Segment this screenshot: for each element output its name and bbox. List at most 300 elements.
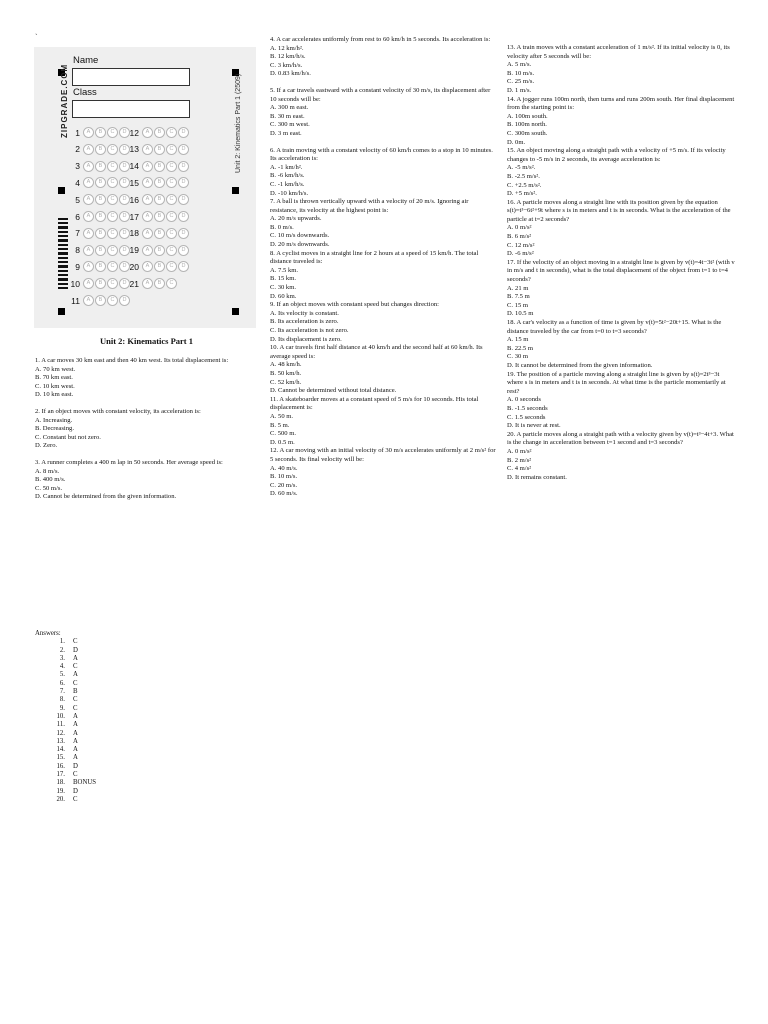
bubble-row <box>126 277 178 290</box>
question-block <box>270 396 496 448</box>
bubble-row <box>67 210 131 223</box>
question-number: 13 <box>129 144 139 155</box>
question-stem: 19. The position of a particle moving along a straight line is given by s(t)=2t³−3t where s is in meters and t is in seconds. At what time is the particle momentarily at rest? <box>507 370 726 395</box>
question-column-3 <box>507 44 735 482</box>
answer-key-number: 20. <box>56 795 65 803</box>
answer-bubble[interactable]: A <box>83 261 94 272</box>
answer-option: C. 50 m/s. <box>35 484 63 492</box>
answer-option: C. 10 m/s downwards. <box>270 232 330 240</box>
answer-bubble[interactable]: C <box>166 245 177 256</box>
answer-bubble[interactable]: C <box>107 127 118 138</box>
answer-bubble[interactable]: B <box>154 211 165 222</box>
answer-option: D. 3 m east. <box>270 129 302 137</box>
answer-bubble[interactable]: C <box>107 161 118 172</box>
bubble-row <box>126 160 190 173</box>
answer-bubble[interactable]: C <box>166 261 177 272</box>
answer-key <box>35 630 96 804</box>
answer-option: A. 0 seconds <box>507 396 541 404</box>
answer-bubble[interactable]: A <box>83 295 94 306</box>
answer-bubble[interactable]: A <box>83 278 94 289</box>
answer-option: D. 20 m/s downwards. <box>270 241 330 249</box>
answer-option: C. Constant but not zero. <box>35 433 101 441</box>
answer-bubble[interactable]: C <box>166 228 177 239</box>
answer-option: C. 3 km/h/s. <box>270 61 303 69</box>
answer-option: A. 300 m east. <box>270 104 309 112</box>
answer-bubble[interactable]: D <box>119 194 130 205</box>
name-field[interactable] <box>72 68 190 86</box>
answer-option: A. 70 km west. <box>35 365 76 373</box>
answer-bubble[interactable]: C <box>166 161 177 172</box>
answer-key-value: A <box>73 721 78 729</box>
answer-option: D. 1 m/s. <box>507 86 532 94</box>
answer-key-row <box>35 771 96 779</box>
bubble-row <box>67 244 131 257</box>
question-stem: 13. A train moves with a constant acceleration of 1 m/s². If its initial velocity is 0, its velocity after 5 seconds will be: <box>507 44 730 60</box>
question-block <box>270 447 496 499</box>
bubble-row <box>126 126 190 139</box>
answer-bubble[interactable]: D <box>119 211 130 222</box>
answer-bubble[interactable]: C <box>107 194 118 205</box>
registration-mark <box>58 187 65 194</box>
answer-option: D. -10 km/h/s. <box>270 189 309 197</box>
answer-bubble[interactable]: B <box>95 194 106 205</box>
answer-key-row <box>35 754 96 762</box>
answer-key-number: 10. <box>56 712 65 720</box>
answer-option: C. 300 m west. <box>270 121 310 129</box>
answer-option: A. Increasing. <box>35 416 73 424</box>
answer-key-value: C <box>73 771 78 779</box>
bubble-row <box>67 143 131 156</box>
answer-option: A. 50 m. <box>270 412 294 420</box>
question-number: 19 <box>129 245 139 256</box>
question-stem: 10. A car travels first half distance at 40 km/h and the second half at 60 km/h. Its average speed is: <box>270 344 483 360</box>
bubble-row <box>126 193 190 206</box>
answer-key-number: 4. <box>59 663 65 671</box>
answer-bubble[interactable]: B <box>95 228 106 239</box>
answer-bubble[interactable]: B <box>95 278 106 289</box>
question-column-1 <box>35 357 263 510</box>
answer-bubble[interactable]: C <box>166 144 177 155</box>
answer-option: A. -5 m/s². <box>507 164 536 172</box>
answer-key-number: 15. <box>56 754 65 762</box>
question-stem: 8. A cyclist moves in a straight line for 2 hours at a speed of 15 km/h. The total distance traveled is: <box>270 249 479 266</box>
answer-key-number: 14. <box>56 746 65 754</box>
answer-key-value: A <box>73 654 78 662</box>
answer-key-value: D <box>73 787 78 795</box>
answer-bubble[interactable]: A <box>83 177 94 188</box>
answer-key-number: 3. <box>59 654 65 662</box>
answer-key-value: B <box>73 688 78 696</box>
answer-option: C. 300m south. <box>507 129 548 137</box>
answer-option: D. 10 km east. <box>35 391 74 399</box>
answer-option: A. -1 km/h². <box>270 163 303 171</box>
answer-bubble[interactable]: D <box>178 127 189 138</box>
answer-option: A. 0 m/s² <box>507 224 532 232</box>
answer-bubble[interactable]: A <box>142 177 153 188</box>
answer-option: D. -6 m/s² <box>507 250 534 258</box>
answer-key-row <box>35 796 96 804</box>
answer-option: C. 20 m/s. <box>270 481 298 489</box>
answer-bubble[interactable]: D <box>119 245 130 256</box>
answer-option: D. 0.83 km/h/s. <box>270 70 311 78</box>
question-block <box>507 44 735 96</box>
page-title: Unit 2: Kinematics Part 1 <box>100 336 194 346</box>
answer-bubble[interactable]: C <box>166 194 177 205</box>
question-block <box>35 408 263 451</box>
answer-key-number: 13. <box>56 737 65 745</box>
question-stem: 9. If an object moves with constant speed but changes direction: <box>270 301 440 309</box>
answer-bubble[interactable]: D <box>178 161 189 172</box>
question-number: 20 <box>129 261 139 272</box>
question-block <box>507 319 735 371</box>
answer-option: A. 0 m/s² <box>507 447 532 455</box>
answer-bubble[interactable]: B <box>95 161 106 172</box>
answer-key-number: 5. <box>59 671 65 679</box>
answer-option: B. 100m north. <box>507 121 547 129</box>
answer-bubble[interactable]: B <box>95 261 106 272</box>
answer-bubble[interactable]: B <box>154 194 165 205</box>
answer-key-number: 9. <box>59 704 65 712</box>
answer-option: A. 20 m/s upwards. <box>270 215 322 223</box>
bubble-row <box>67 193 131 206</box>
answer-bubble[interactable]: A <box>142 161 153 172</box>
answer-bubble[interactable]: D <box>178 144 189 155</box>
bubble-row <box>67 160 131 173</box>
answer-option: A. 12 km/h². <box>270 44 304 52</box>
answer-option: A. 5 m/s. <box>507 61 532 69</box>
answer-option: C. 30 km. <box>270 284 297 292</box>
answer-option: A. 100m south. <box>507 112 548 120</box>
question-number: 18 <box>129 228 139 239</box>
bubble-row <box>67 277 131 290</box>
answer-bubble[interactable]: B <box>95 177 106 188</box>
answer-bubble[interactable]: B <box>154 261 165 272</box>
answer-option: D. It cannot be determined from the given information. <box>507 361 653 369</box>
answer-bubble[interactable]: B <box>154 144 165 155</box>
answer-bubble[interactable]: D <box>178 261 189 272</box>
question-stem: 3. A runner completes a 400 m lap in 50 seconds. Her average speed is: <box>35 458 223 466</box>
answer-key-row <box>35 638 96 646</box>
question-number: 9 <box>75 261 80 272</box>
answer-bubble[interactable]: D <box>119 161 130 172</box>
question-block <box>270 36 496 79</box>
question-number: 21 <box>129 278 139 289</box>
answer-bubble[interactable]: C <box>107 144 118 155</box>
answer-option: B. 70 km east. <box>35 374 73 382</box>
answer-key-value: C <box>73 663 78 671</box>
bubble-row <box>126 227 190 240</box>
answer-option: B. 0 m/s. <box>270 223 294 231</box>
question-number: 10 <box>70 278 80 289</box>
answer-bubble[interactable]: A <box>142 127 153 138</box>
question-block <box>270 301 496 344</box>
bubble-row <box>126 176 190 189</box>
answer-key-row <box>35 763 96 771</box>
answer-bubble[interactable]: A <box>142 211 153 222</box>
answer-option: B. 400 m/s. <box>35 476 66 484</box>
answer-bubble[interactable]: A <box>83 161 94 172</box>
question-block <box>507 96 735 148</box>
answer-bubble[interactable]: B <box>95 295 106 306</box>
answer-bubble[interactable]: B <box>95 245 106 256</box>
answer-bubble[interactable]: A <box>142 278 153 289</box>
question-number: 14 <box>129 161 139 172</box>
question-block <box>270 147 496 199</box>
answer-key-value: C <box>73 795 78 803</box>
sheet-vertical-title: Unit 2: Kinematics Part 1 (2509) <box>235 73 242 173</box>
answer-option: A. 8 m/s. <box>35 467 60 475</box>
answer-key-row <box>35 705 96 713</box>
zipgrade-logo: ZIPGRADE.COM <box>60 63 69 138</box>
answer-key-row <box>35 779 96 787</box>
answer-bubble[interactable]: C <box>107 177 118 188</box>
question-stem: 17. If the velocity of an object moving in a straight line is given by v(t)=4t−3t² (with v in m/s and t in seconds), what is the total displacement of the object from t=1 to t=4 seconds? <box>507 258 735 284</box>
answer-key-number: 12. <box>56 729 65 737</box>
answer-bubble[interactable]: D <box>119 295 130 306</box>
answer-bubble[interactable]: D <box>119 228 130 239</box>
answer-option: D. 0m. <box>507 138 526 146</box>
answer-bubble[interactable]: C <box>107 261 118 272</box>
answer-key-row <box>35 663 96 671</box>
answer-bubble[interactable]: D <box>178 245 189 256</box>
answer-bubble[interactable]: D <box>178 211 189 222</box>
class-field[interactable] <box>72 100 190 118</box>
answer-bubble[interactable]: B <box>95 211 106 222</box>
question-number: 1 <box>75 127 80 138</box>
answer-option: C. 52 km/h. <box>270 378 302 386</box>
question-block <box>270 87 496 139</box>
answer-key-value: A <box>73 746 78 754</box>
answer-option: D. Its displacement is zero. <box>270 335 342 343</box>
answer-bubble[interactable]: C <box>107 211 118 222</box>
answer-option: A. 7.5 km. <box>270 266 299 274</box>
answer-bubble[interactable]: B <box>154 127 165 138</box>
answer-key-number: 17. <box>56 771 65 779</box>
answer-bubble[interactable]: B <box>154 278 165 289</box>
answer-option: A. Its velocity is constant. <box>270 309 339 317</box>
question-block <box>35 357 263 400</box>
answer-option: C. +2.5 m/s². <box>507 181 542 189</box>
answer-key-number: 18. <box>56 779 65 787</box>
answer-bubble[interactable]: A <box>142 194 153 205</box>
bubble-row <box>126 244 190 257</box>
answer-bubble[interactable]: C <box>166 127 177 138</box>
answer-option: B. 7.5 m <box>507 293 530 301</box>
answer-option: B. Decreasing. <box>35 425 74 433</box>
answer-option: C. 500 m. <box>270 430 297 438</box>
answer-key-row <box>35 655 96 663</box>
answer-key-number: 1. <box>59 638 65 646</box>
question-stem: 15. An object moving along a straight path with a velocity of +5 m/s. If its velocity changes to -5 m/s in 2 seconds, its average acceleration is: <box>507 147 726 163</box>
question-column-2 <box>270 36 496 499</box>
answer-option: D. 0.5 m. <box>270 438 295 446</box>
question-number: 4 <box>75 177 80 188</box>
answer-key-row <box>35 688 96 696</box>
question-block <box>507 259 735 319</box>
answer-option: D. Cannot be determined without total distance. <box>270 387 397 395</box>
question-stem: 4. A car accelerates uniformly from rest to 60 km/h in 5 seconds. Its acceleration is: <box>270 36 491 43</box>
question-block <box>507 147 735 199</box>
answer-option: B. 30 m east. <box>270 112 305 120</box>
bubble-row <box>126 260 190 273</box>
answer-bubble[interactable]: B <box>95 144 106 155</box>
answer-option: C. Its acceleration is not zero. <box>270 327 349 334</box>
answer-option: D. It remains constant. <box>507 473 567 481</box>
answer-bubble[interactable]: C <box>107 278 118 289</box>
stray-mark: ` <box>35 33 38 42</box>
question-stem: 14. A jogger runs 100m north, then turns and runs 200m south. Her final displacement from the starting point is: <box>507 95 735 112</box>
question-stem: 11. A skateboarder moves at a constant speed of 5 m/s for 10 seconds. His total displacement is: <box>270 395 479 412</box>
answer-bubble[interactable]: C <box>166 177 177 188</box>
answer-bubble[interactable]: A <box>83 127 94 138</box>
answer-bubble[interactable]: D <box>119 144 130 155</box>
answer-key-row <box>35 696 96 704</box>
answer-bubble[interactable]: D <box>178 228 189 239</box>
answer-bubble[interactable]: B <box>154 228 165 239</box>
answer-option: C. -1 km/h/s. <box>270 180 305 188</box>
question-number: 7 <box>75 228 80 239</box>
answer-bubble[interactable]: A <box>142 228 153 239</box>
registration-mark <box>58 308 65 315</box>
answer-key-number: 16. <box>56 762 65 770</box>
answer-option: C. 10 km west. <box>35 382 75 390</box>
answer-bubble[interactable]: C <box>107 228 118 239</box>
answer-bubble[interactable]: D <box>178 194 189 205</box>
answer-bubble[interactable]: A <box>83 144 94 155</box>
question-block <box>270 198 496 250</box>
answer-key-row <box>35 721 96 729</box>
answer-key-number: 2. <box>59 646 65 654</box>
answer-option: D. 10.5 m <box>507 310 534 318</box>
class-label: Class <box>73 87 97 98</box>
answer-option: D. Zero. <box>35 442 58 450</box>
answer-option: B. 5 m. <box>270 421 290 429</box>
answer-key-row <box>35 647 96 655</box>
bubble-row <box>126 210 190 223</box>
bubble-row <box>67 126 131 139</box>
question-stem: 1. A car moves 30 km east and then 40 km west. Its total displacement is: <box>35 357 229 364</box>
answer-key-row <box>35 680 96 688</box>
answer-key-value: C <box>73 696 78 704</box>
answer-bubble[interactable]: B <box>154 177 165 188</box>
answer-option: B. 50 km/h. <box>270 369 302 377</box>
question-stem: 20. A particle moves along a straight path with a velocity given by v(t)=t³−4t+3. What is the change in acceleration between t=1 second and t=3 seconds? <box>507 430 734 447</box>
answer-key-value: A <box>73 754 78 762</box>
answer-key-value: C <box>73 679 78 687</box>
answer-option: B. Its acceleration is zero. <box>270 318 339 326</box>
answer-option: A. 15 m <box>507 336 529 344</box>
question-block <box>35 459 263 502</box>
question-block <box>270 344 496 396</box>
answer-key-row <box>35 713 96 721</box>
answer-option: B. 6 m/s² <box>507 233 532 241</box>
answer-option: A. 40 m/s. <box>270 464 298 472</box>
registration-mark <box>232 187 239 194</box>
question-stem: 2. If an object moves with constant velocity, its acceleration is: <box>35 407 201 415</box>
answer-option: D. 60 km. <box>270 292 297 300</box>
question-number: 3 <box>75 161 80 172</box>
answer-bubble[interactable]: D <box>119 261 130 272</box>
question-number: 12 <box>129 127 139 138</box>
answer-key-row <box>35 730 96 738</box>
question-number: 5 <box>75 194 80 205</box>
answer-bubble[interactable]: C <box>107 295 118 306</box>
answer-bubble[interactable]: D <box>119 278 130 289</box>
answer-option: C. 30 m <box>507 353 529 361</box>
question-stem: 5. If a car travels eastward with a constant velocity of 30 m/s, its displacement after 10 seconds will be: <box>270 86 491 103</box>
answer-option: C. 12 m/s² <box>507 241 535 249</box>
answer-bubble[interactable]: B <box>154 161 165 172</box>
answer-option: B. 2 m/s² <box>507 456 532 464</box>
answer-bubble[interactable]: C <box>107 245 118 256</box>
bubble-row <box>67 176 131 189</box>
answer-key-number: 11. <box>56 721 65 729</box>
answer-option: C. 4 m/s² <box>507 465 532 473</box>
answer-key-row <box>35 738 96 746</box>
answer-option: A. 21 m <box>507 284 529 292</box>
question-stem: 16. A particle moves along a straight line with its position given by the equation s(t)=t³−6t²+9t where s is in meters and t is in seconds. What is the acceleration of the particle at t=2 seconds? <box>507 198 731 223</box>
answer-option: B. 10 m/s. <box>270 473 298 481</box>
answer-key-value: D <box>73 762 78 770</box>
answer-bubble[interactable]: A <box>83 194 94 205</box>
answer-bubble[interactable]: B <box>95 127 106 138</box>
answer-key-row <box>35 788 96 796</box>
answer-option: C. 25 m/s. <box>507 78 535 86</box>
answer-key-value: C <box>73 638 78 646</box>
answer-option: C. 1.5 seconds <box>507 413 546 421</box>
answer-bubble[interactable]: D <box>178 177 189 188</box>
answer-option: A. 48 km/h. <box>270 361 302 369</box>
answer-key-value: A <box>73 712 78 720</box>
bubble-row <box>126 143 190 156</box>
answer-option: B. 15 km. <box>270 275 297 283</box>
question-number: 8 <box>75 245 80 256</box>
answer-key-number: 7. <box>59 688 65 696</box>
bubble-row <box>67 260 131 273</box>
question-stem: 6. A train moving with a constant velocity of 60 km/h comes to a stop in 10 minutes. Its acceleration is: <box>270 146 493 163</box>
question-block <box>507 431 735 483</box>
answer-option: B. 12 km/h/s. <box>270 53 306 61</box>
question-block <box>507 199 735 259</box>
answer-bubble[interactable]: C <box>166 278 177 289</box>
answer-bubble[interactable]: A <box>83 245 94 256</box>
question-stem: 12. A car moving with an initial velocity of 30 m/s accelerates uniformly at 2 m/s² for 5 seconds. Its final velocity will be: <box>270 447 496 463</box>
answer-key-value: D <box>73 646 78 654</box>
question-number: 11 <box>71 295 80 306</box>
question-number: 2 <box>75 144 80 155</box>
question-number: 16 <box>129 194 139 205</box>
answer-bubble[interactable]: A <box>142 245 153 256</box>
question-number: 6 <box>75 211 80 222</box>
answer-bubble[interactable]: A <box>142 261 153 272</box>
answer-key-row <box>35 671 96 679</box>
answer-bubble[interactable]: D <box>119 127 130 138</box>
bubble-row <box>67 294 131 307</box>
answer-bubble[interactable]: A <box>83 228 94 239</box>
answer-key-number: 19. <box>56 787 65 795</box>
answer-option: D. 60 m/s. <box>270 490 298 498</box>
answer-bubble[interactable]: B <box>154 245 165 256</box>
answer-bubble[interactable]: A <box>142 144 153 155</box>
question-block <box>270 250 496 302</box>
answer-key-heading: Answers: <box>35 630 61 637</box>
answer-bubble[interactable]: A <box>83 211 94 222</box>
answer-key-value: A <box>73 737 78 745</box>
registration-mark <box>232 308 239 315</box>
answer-key-value: C <box>73 704 78 712</box>
answer-bubble[interactable]: D <box>119 177 130 188</box>
answer-bubble[interactable]: C <box>166 211 177 222</box>
